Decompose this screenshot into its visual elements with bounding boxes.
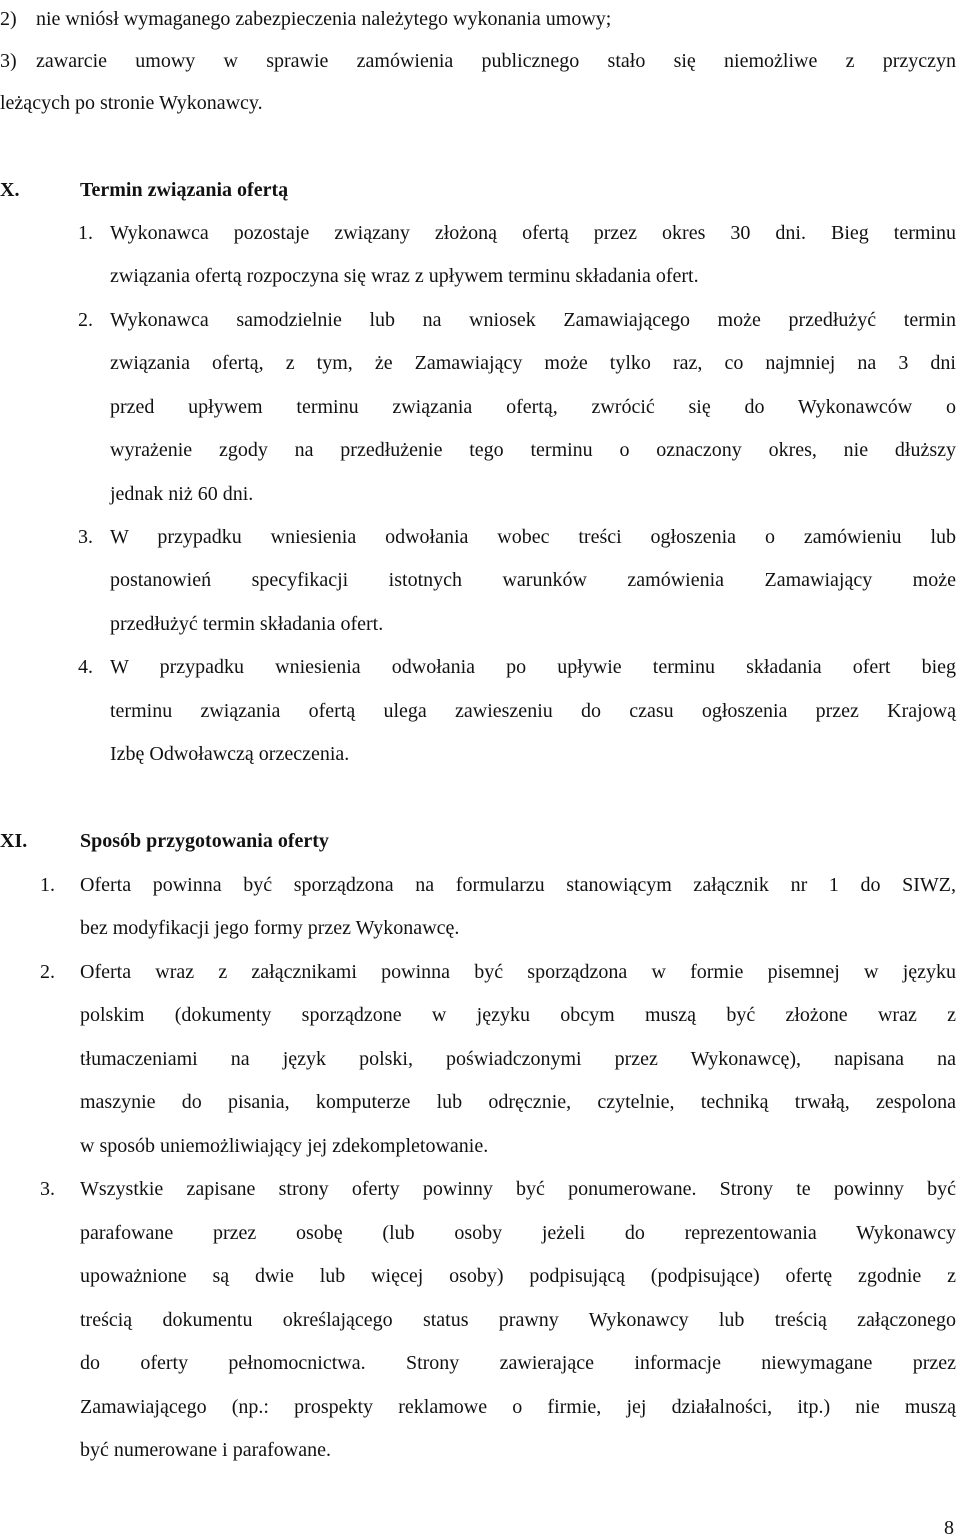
list-item-text: związania ofertą rozpoczyna się wraz z upływem terminu składania ofert.	[110, 265, 699, 287]
list-item-text: W przypadku wniesienia odwołania po upływie terminu składania ofert bieg	[110, 656, 956, 678]
section-number: X.	[0, 179, 20, 201]
section-title: Termin związania ofertą	[80, 179, 289, 201]
list-item-text: treścią dokumentu określającego status prawny Wykonawcy lub treścią załączonego	[80, 1309, 956, 1331]
section-title: Sposób przygotowania oferty	[80, 830, 329, 852]
list-item-number: 2)	[0, 8, 17, 30]
list-item-number: 3.	[78, 526, 93, 548]
list-item-text: związania ofertą, z tym, że Zamawiający może tylko raz, co najmniej na 3 dni	[110, 352, 956, 374]
list-item-text: upoważnione są dwie lub więcej osoby) podpisującą (podpisujące) ofertę zgodnie z	[80, 1265, 956, 1287]
list-item-text: bez modyfikacji jego formy przez Wykonawcę.	[80, 917, 460, 939]
list-item-text: przedłużyć termin składania ofert.	[110, 613, 384, 635]
list-item-text: tłumaczeniami na język polski, poświadczonymi przez Wykonawcę), napisana na	[80, 1048, 956, 1070]
list-item-number: 2.	[40, 961, 55, 983]
list-item-text: być numerowane i parafowane.	[80, 1439, 331, 1461]
list-item-text: jednak niż 60 dni.	[110, 483, 254, 505]
list-item-text: Oferta powinna być sporządzona na formularzu stanowiącym załącznik nr 1 do SIWZ,	[80, 874, 956, 896]
list-item-text: parafowane przez osobę (lub osoby jeżeli do reprezentowania Wykonawcy	[80, 1222, 956, 1244]
list-item-text: przed upływem terminu związania ofertą, zwrócić się do Wykonawców o	[110, 396, 956, 418]
list-item-text: Wykonawca samodzielnie lub na wniosek Zamawiającego może przedłużyć termin	[110, 309, 956, 331]
list-item-text: polskim (dokumenty sporządzone w języku obcym muszą być złożone wraz z	[80, 1004, 956, 1026]
list-item-text: Zamawiającego (np.: prospekty reklamowe o firmie, jej działalności, itp.) nie muszą	[80, 1396, 956, 1418]
list-item-text: leżących po stronie Wykonawcy.	[0, 92, 263, 114]
list-item-text: W przypadku wniesienia odwołania wobec treści ogłoszenia o zamówieniu lub	[110, 526, 956, 548]
list-item-number: 1.	[40, 874, 55, 896]
list-item-text: zawarcie umowy w sprawie zamówienia publicznego stało się niemożliwe z przyczyn	[36, 50, 956, 72]
list-item-text: terminu związania ofertą ulega zawieszeniu do czasu ogłoszenia przez Krajową	[110, 700, 956, 722]
list-item-number: 4.	[78, 656, 93, 678]
list-item-text: Wszystkie zapisane strony oferty powinny być ponumerowane. Strony te powinny być	[80, 1178, 956, 1200]
list-item-number: 2.	[78, 309, 93, 331]
section-number: XI.	[0, 830, 28, 852]
list-item-number: 3)	[0, 50, 17, 72]
list-item-text: Wykonawca pozostaje związany złożoną ofertą przez okres 30 dni. Bieg terminu	[110, 222, 956, 244]
list-item-number: 3.	[40, 1178, 55, 1200]
list-item-text: Izbę Odwoławczą orzeczenia.	[110, 743, 350, 765]
list-item-text: postanowień specyfikacji istotnych warunków zamówienia Zamawiający może	[110, 569, 956, 591]
list-item-text: do oferty pełnomocnictwa. Strony zawierające informacje niewymagane przez	[80, 1352, 956, 1374]
list-item-text: wyrażenie zgody na przedłużenie tego terminu o oznaczony okres, nie dłuższy	[110, 439, 956, 461]
page-number: 8	[944, 1517, 954, 1539]
list-item-text: nie wniósł wymaganego zabezpieczenia należytego wykonania umowy;	[36, 8, 612, 30]
list-item-text: maszynie do pisania, komputerze lub odręcznie, czytelnie, techniką trwałą, zespolona	[80, 1091, 956, 1113]
list-item-text: Oferta wraz z załącznikami powinna być sporządzona w formie pisemnej w języku	[80, 961, 956, 983]
list-item-text: w sposób uniemożliwiający jej zdekompletowanie.	[80, 1135, 489, 1157]
list-item-number: 1.	[78, 222, 93, 244]
